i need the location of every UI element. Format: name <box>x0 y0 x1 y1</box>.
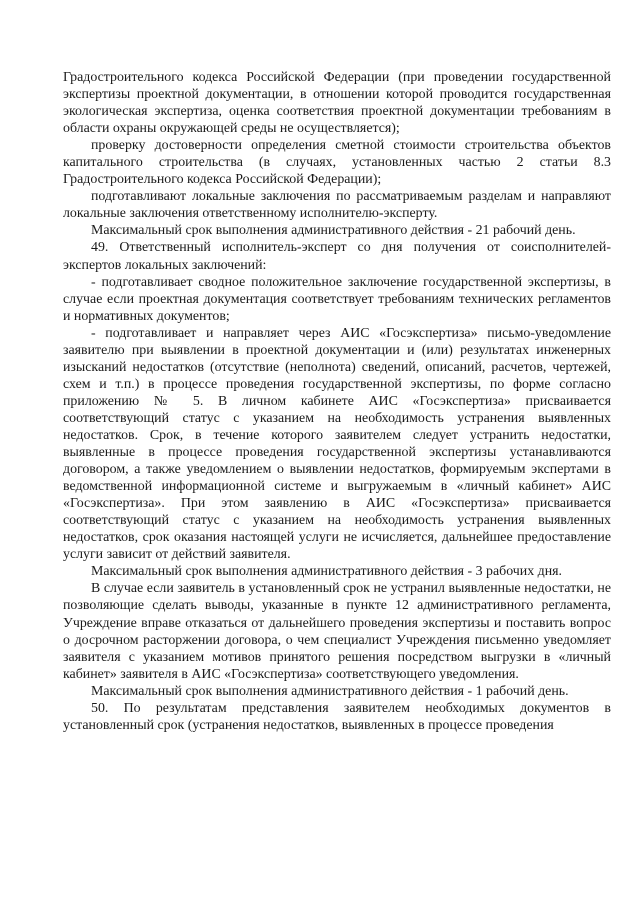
paragraph-9: В случае если заявитель в установленный срок не устранил выявленные недостатки, не позволяющие сделать выводы, указанные в пункте 12 административного регламента, Учреждение вправе отказаться от дальнейшего проведения экспертизы и поставить вопрос о досрочном расторжении договора, о чем специалист Учреждения письменно уведомляет заявителя с указанием мотивов принятого решения посредством выгрузки в «личный кабинет» заявителя в АИС «Госэкспертиза» соответствующего уведомления. <box>63 581 611 682</box>
paragraph-11: 50. По результатам представления заявителем необходимых документов в установленный срок (устранения недостатков, выявленных в процессе проведения <box>63 700 611 733</box>
paragraph-2: проверку достоверности определения сметной стоимости строительства объектов капитального строительства (в случаях, установленных частью 2 статьи 8.3 Градостроительного кодекса Российской Федерации); <box>63 138 611 188</box>
paragraph-1: Градостроительного кодекса Российской Федерации (при проведении государственной экспертизы проектной документации, в отношении которой проводится государственная экологическая экспертиза, оценка соответствия проектной документации требованиям в области охраны окружающей среды не осуществляется); <box>63 70 611 137</box>
paragraph-6: - подготавливает сводное положительное заключение государственной экспертизы, в случае если проектная документация соответствует требованиям технических регламентов и нормативных документов; <box>63 274 611 324</box>
paragraph-3: подготавливают локальные заключения по рассматриваемым разделам и направляют локальные заключения ответственному исполнителю-эксперту. <box>63 189 611 222</box>
paragraph-5: 49. Ответственный исполнитель-эксперт со дня получения от соисполнителей-экспертов локальных заключений: <box>63 240 611 273</box>
paragraph-7: - подготавливает и направляет через АИС «Госэкспертиза» письмо-уведомление заявителю при выявлении в проектной документации и (или) результатах инженерных изысканий недостатков (отсутствие (неполнота) сведений, описаний, расчетов, чертежей, схем и т.п.) в процессе проведения государственной экспертизы, по форме согласно приложению № 5. В личном кабинете АИС «Госэкспертиза» присваивается соответствующий статус с указанием на необходимость устранения выявленных недостатков. Срок, в течение которого заявителем следует устранить недостатки, выявленные в процессе проведения государственной экспертизы устанавливаются договором, а также уведомлением о выявлении недостатков, формируемым экспертами в ведомственной информационной системе и выгружаемым в «личный кабинет» АИС «Госэкспертиза». При этом заявлению в АИС «Госэкспертиза» присваивается соответствующий статус с указанием на необходимость устранения выявленных недостатков, срок оказания настоящей услуги не исчисляется, дальнейшее предоставление услуги зависит от действий заявителя. <box>63 325 611 563</box>
document-page <box>63 69 611 734</box>
paragraph-10: Максимальный срок выполнения административного действия - 1 рабочий день. <box>91 683 569 699</box>
paragraph-8: Максимальный срок выполнения административного действия - 3 рабочих дня. <box>91 564 562 580</box>
paragraph-4: Максимальный срок выполнения административного действия - 21 рабочий день. <box>91 223 576 239</box>
